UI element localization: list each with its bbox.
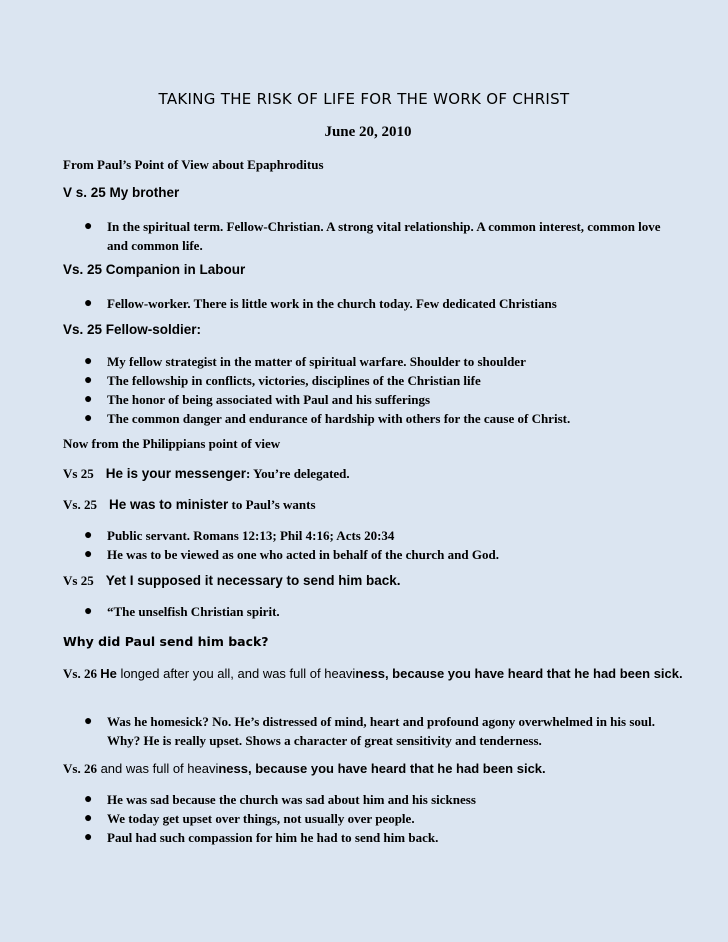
document-date: June 20, 2010 — [324, 124, 412, 140]
bullet-icon: ● — [84, 296, 93, 311]
list-item: ● Paul had such compassion for him he had to send him back. — [84, 830, 439, 845]
bullet-icon: ● — [84, 354, 93, 369]
bullet-list-companion — [0, 294, 728, 313]
bullet-icon: ● — [84, 830, 93, 845]
why-heading: Why did Paul send him back? — [63, 634, 269, 649]
section-heading-longed-after: Vs. 26 He longed after you all, and was full of heaviness, because you have heard that he had been sick. — [63, 666, 683, 681]
bullet-list-my-brother — [0, 217, 728, 255]
list-item: ● My fellow strategist in the matter of spiritual warfare. Shoulder to shoulder — [84, 354, 526, 369]
bullet-list-fellow-soldier — [0, 352, 728, 428]
bullet-list-longed-after — [0, 712, 728, 750]
section-heading-my-brother: V s. 25 My brother — [63, 185, 180, 200]
bullet-icon: ● — [84, 411, 93, 426]
bullet-icon: ● — [84, 392, 93, 407]
list-item: ● He was to be viewed as one who acted in behalf of the church and God. — [84, 547, 499, 562]
section-heading-send-back: Vs 25 Yet I supposed it necessary to send him back. — [63, 573, 401, 588]
list-item: ● The honor of being associated with Paul and his sufferings — [84, 392, 431, 407]
bullet-icon: ● — [84, 219, 93, 234]
section-heading-messenger: Vs 25 He is your messenger: You’re delegated. — [63, 466, 350, 481]
section-heading-full-of-heaviness: Vs. 26 and was full of heaviness, because you have heard that he had been sick. — [63, 761, 546, 776]
bullet-icon: ● — [84, 547, 93, 562]
list-item: ● “The unselfish Christian spirit. — [84, 604, 280, 619]
list-item: ● We today get upset over things, not usually over people. — [84, 811, 415, 826]
bullet-icon: ● — [84, 528, 93, 543]
bullet-list-full-of-heaviness — [0, 790, 728, 847]
bullet-list-send-back — [0, 602, 728, 621]
bullet-icon: ● — [84, 792, 93, 807]
philippians-heading: Now from the Philippians point of view — [63, 436, 281, 451]
section-heading-fellow-soldier: Vs. 25 Fellow-soldier: — [63, 322, 202, 337]
bullet-icon: ● — [84, 714, 93, 729]
list-item: ● The fellowship in conflicts, victories, disciplines of the Christian life — [84, 373, 481, 388]
section-heading-minister: Vs. 25 He was to minister to Paul’s wants — [63, 497, 316, 512]
bullet-icon: ● — [84, 604, 93, 619]
intro-line: From Paul’s Point of View about Epaphroditus — [63, 157, 324, 172]
list-item: ● The common danger and endurance of hardship with others for the cause of Christ. — [84, 411, 571, 426]
section-heading-companion: Vs. 25 Companion in Labour — [63, 262, 246, 277]
list-item: ● In the spiritual term. Fellow-Christian. A strong vital relationship. A common interest, common love and common life. — [84, 219, 661, 253]
bullet-list-minister — [0, 526, 728, 564]
list-item: ● He was sad because the church was sad about him and his sickness — [84, 792, 476, 807]
bullet-icon: ● — [84, 373, 93, 388]
bullet-icon: ● — [84, 811, 93, 826]
list-item: ● Fellow-worker. There is little work in the church today. Few dedicated Christians — [84, 296, 557, 311]
list-item: ● Was he homesick? No. He’s distressed of mind, heart and profound agony overwhelmed in his soul. Why? He is really upset. Shows a character of great sensitivity and tenderness. — [84, 714, 655, 748]
list-item: ● Public servant. Romans 12:13; Phil 4:16; Acts 20:34 — [84, 528, 395, 543]
document-title: TAKING THE RISK OF LIFE FOR THE WORK OF CHRIST — [158, 90, 570, 108]
